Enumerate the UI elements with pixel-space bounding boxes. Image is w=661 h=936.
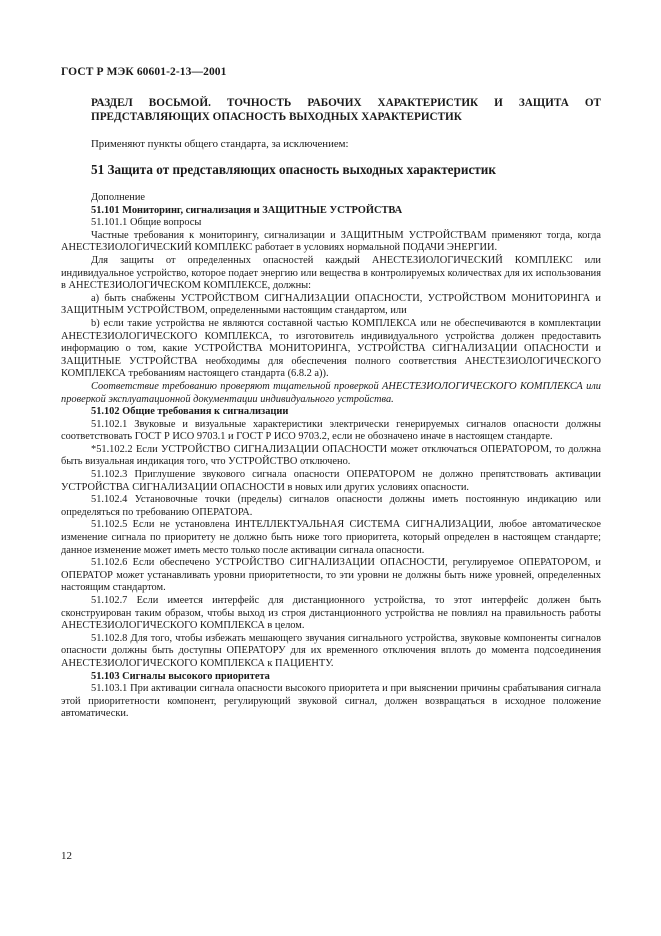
list-item-a: а) быть снабжены УСТРОЙСТВОМ СИГНАЛИЗАЦИИ ОПАСНОСТИ, УСТРОЙСТВОМ МОНИТОРИНГА и ЗАЩИТНЫМ УСТРОЙСТВОМ, определенными настоящим стандартом, или — [61, 292, 601, 317]
clause-51-102-2: *51.102.2 Если УСТРОЙСТВО СИГНАЛИЗАЦИИ ОПАСНОСТИ может отключаться ОПЕРАТОРОМ, то должна быть визуальная индикация того, что УСТРОЙСТВО отключено. — [61, 443, 601, 468]
section-title: РАЗДЕЛ ВОСЬМОЙ. ТОЧНОСТЬ РАБОЧИХ ХАРАКТЕРИСТИК И ЗАЩИТА ОТ ПРЕДСТАВЛЯЮЩИХ ОПАСНОСТЬ ВЫХОДНЫХ ХАРАКТЕРИСТИК — [91, 97, 601, 123]
clause-51-101-1: 51.101.1 Общие вопросы — [91, 217, 202, 229]
page-number: 12 — [61, 850, 72, 862]
clause-51-102-4: 51.102.4 Установочные точки (пределы) сигналов опасности должны иметь постоянную индикацию или определяться по требованию ОПЕРАТОРА. — [61, 494, 601, 518]
clause-51-102-7: 51.102.7 Если имеется интерфейс для дистанционного устройства, то этот интерфейс должен быть сконструирован таким образом, чтобы выход из строя дистанционного устройства не повлиял на правильность работы АНЕСТЕЗИОЛОГИЧЕСКОГО КОМПЛЕКСА в целом. — [61, 595, 601, 632]
paragraph: Для защиты от определенных опасностей каждый АНЕСТЕЗИОЛОГИЧЕСКИЙ КОМПЛЕКС или индивидуальное устройство, которое подает энергию или вещества в контролируемых количествах для их использования в АНЕСТЕЗИОЛОГИЧЕСКОМ КОМПЛЕКСЕ, должны: — [61, 254, 601, 292]
document-body — [61, 192, 601, 721]
list-item-b: b) если такие устройства не являются составной частью КОМПЛЕКСА или не обеспечиваются в комплектации АНЕСТЕЗИОЛОГИЧЕСКОГО КОМПЛЕКСА, то изготовитель индивидуального устройства должен предоставить информацию о том, какие УСТРОЙСТВА МОНИТОРИНГА, УСТРОЙСТВА СИГНАЛИЗАЦИИ ОПАСНОСТИ и ЗАЩИТНЫЕ УСТРОЙСТВА необходимы для обеспечения полного соответствия АНЕСТЕЗИОЛОГИЧЕСКОГО КОМПЛЕКСА требованиям настоящего стандарта (6.8.2 а)). — [61, 317, 601, 380]
clause-51-heading: 51 Защита от представляющих опасность выходных характеристик — [91, 162, 496, 177]
clause-51-102-6: 51.102.6 Если обеспечено УСТРОЙСТВО СИГНАЛИЗАЦИИ ОПАСНОСТИ, регулируемое ОПЕРАТОРОМ, и ОПЕРАТОР может устанавливать уровни приоритетности, то эти уровни не должны быть ниже уровней, определенных настоящим стандартом. — [61, 557, 601, 594]
clause-51-102-8: 51.102.8 Для того, чтобы избежать мешающего звучания сигнального устройства, звуковые компоненты сигналов опасности должны быть доступны ОПЕРАТОРУ для их временного отключения вплоть до момента подсоединения АНЕСТЕЗИОЛОГИЧЕСКОГО КОМПЛЕКСА к ПАЦИЕНТУ. — [61, 632, 601, 669]
standard-header: ГОСТ Р МЭК 60601-2-13—2001 — [61, 66, 227, 78]
clause-51-102-5: 51.102.5 Если не установлена ИНТЕЛЛЕКТУАЛЬНАЯ СИСТЕМА СИГНАЛИЗАЦИИ, любое автоматическое изменение сигнала по приоритету не должно быть ниже того приоритета, который определен в настоящем стандарте; данное изменение может иметь место только после активации сигнала опасности. — [61, 519, 601, 556]
paragraph: Частные требования к мониторингу, сигнализации и ЗАЩИТНЫМ УСТРОЙСТВАМ применяют тогда, когда АНЕСТЕЗИОЛОГИЧЕСКИЙ КОМПЛЕКС работает в условиях нормальной ПОДАЧИ ЭНЕРГИИ. — [61, 229, 601, 254]
clause-51-103-heading: 51.103 Сигналы высокого приоритета — [91, 670, 270, 682]
clause-51-103-1: 51.103.1 При активации сигнала опасности высокого приоритета и при выяснении причины срабатывания сигнала этой приоритетности компонент, регулирующий звуковой сигнал, должен возвращаться в исходное положение автоматически. — [61, 683, 601, 720]
clause-51-102-1: 51.102.1 Звуковые и визуальные характеристики электрически генерируемых сигналов опасности должны соответствовать ГОСТ Р ИСО 9703.1 и ГОСТ Р ИСО 9703.2, если не обозначено иначе в настоящем стандарте. — [61, 418, 601, 443]
clause-51-102-heading: 51.102 Общие требования к сигнализации — [91, 406, 289, 418]
addition-label: Дополнение — [91, 192, 145, 203]
clause-51-101-heading: 51.101 Мониторинг, сигнализация и ЗАЩИТНЫЕ УСТРОЙСТВА — [91, 204, 403, 216]
applicability-note: Применяют пункты общего стандарта, за исключением: — [91, 138, 349, 150]
compliance-note: Соответствие требованию проверяют тщательной проверкой АНЕСТЕЗИОЛОГИЧЕСКОГО КОМПЛЕКСА или проверкой эксплуатационной документации индивидуального устройства. — [61, 380, 601, 405]
clause-51-102-3: 51.102.3 Приглушение звукового сигнала опасности ОПЕРАТОРОМ не должно препятствовать активации УСТРОЙСТВА СИГНАЛИЗАЦИИ ОПАСНОСТИ в новых или других условиях опасности. — [61, 469, 601, 493]
